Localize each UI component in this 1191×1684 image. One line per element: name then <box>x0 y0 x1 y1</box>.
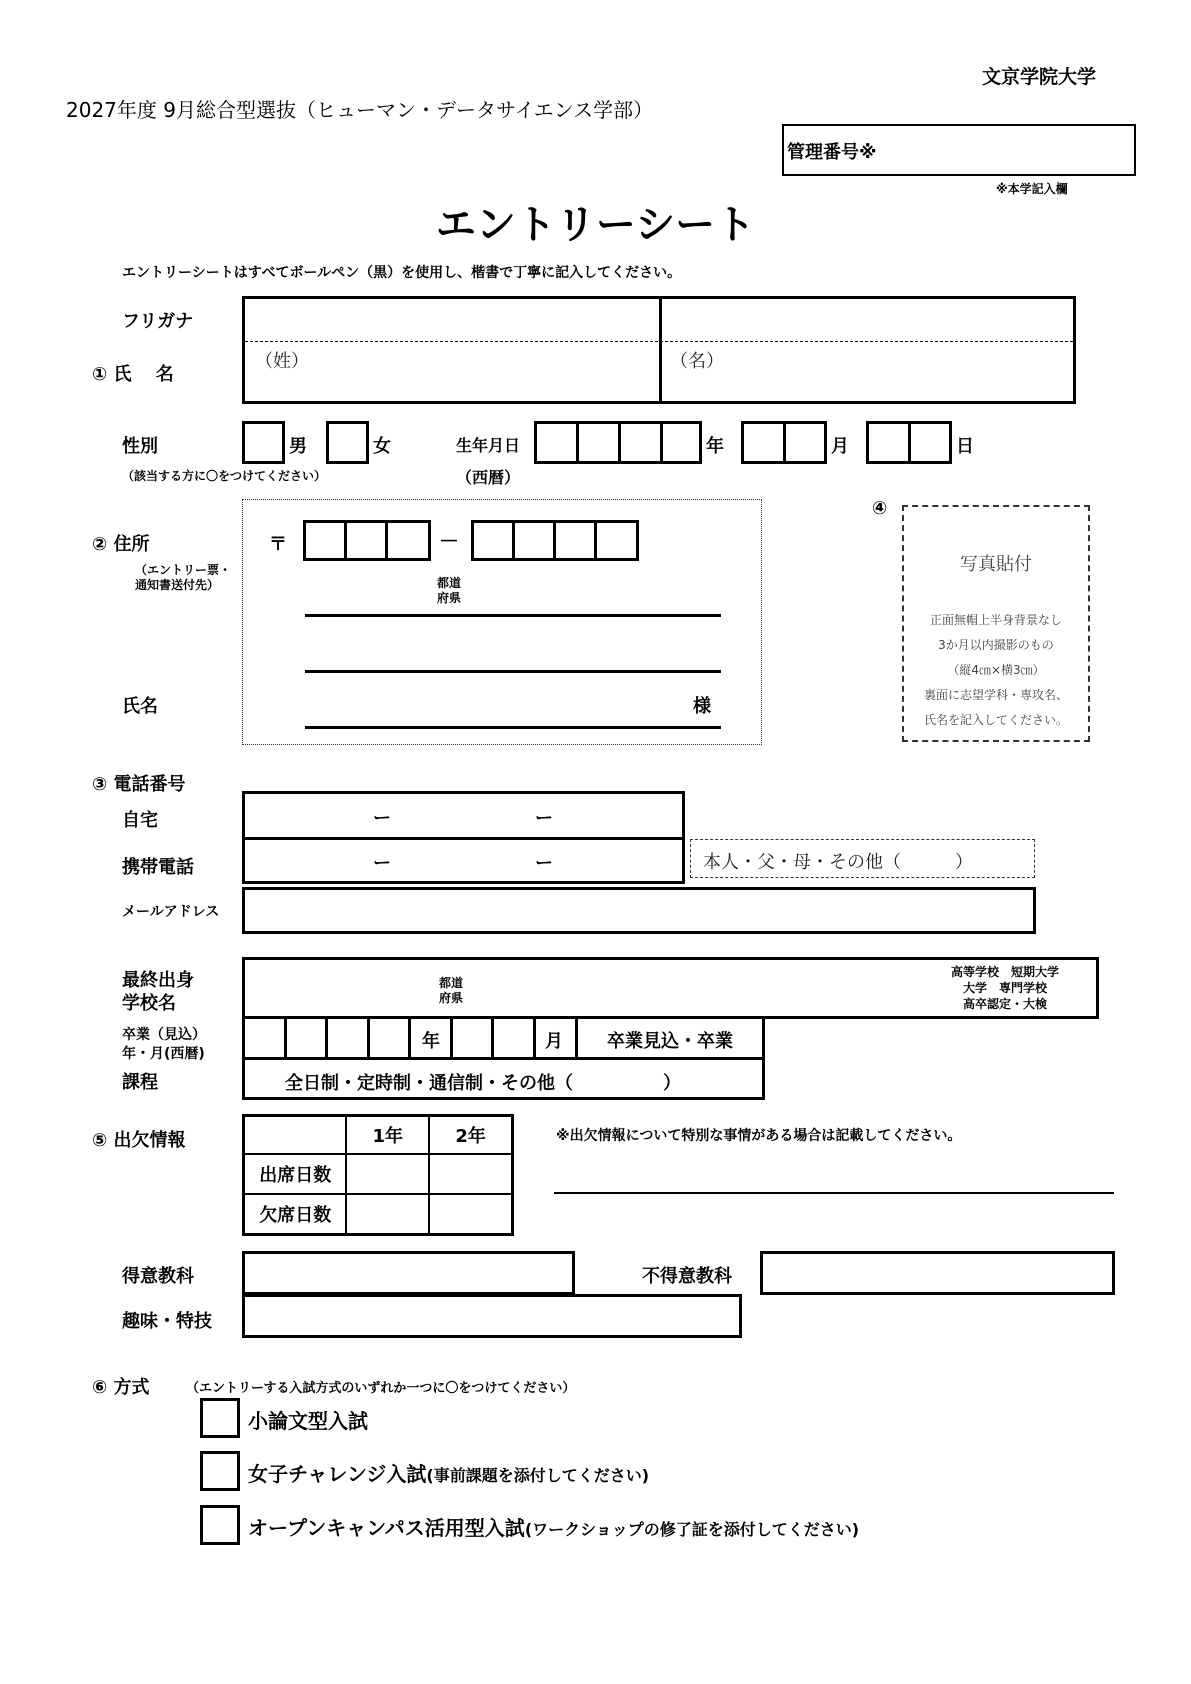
attendance-header-blank <box>244 1116 347 1155</box>
furigana-label: フリガナ <box>122 311 194 332</box>
attendance-note: ※出欠情報について特別な事情がある場合は記載してください。 <box>556 1128 962 1144</box>
method-option-2-main: 女子チャレンジ入試 <box>248 1462 427 1486</box>
furigana-family-field[interactable] <box>245 299 659 341</box>
attended-days-year2[interactable] <box>429 1154 512 1194</box>
name-label: ① 氏 名 <box>92 364 174 385</box>
address-label: ② 住所 <box>92 534 150 555</box>
attendance-row-absent: 欠席日数 <box>244 1194 347 1234</box>
attendance-row-attended: 出席日数 <box>244 1154 347 1194</box>
recipient-name-line[interactable] <box>305 726 721 729</box>
gender-note: （該当する方に〇をつけてください） <box>122 469 327 483</box>
address-line-1[interactable] <box>305 614 721 617</box>
weak-subject-label: 不得意教科 <box>642 1266 732 1287</box>
course-label: 課程 <box>122 1072 158 1093</box>
attended-days-year1[interactable] <box>346 1154 429 1194</box>
absent-days-year2[interactable] <box>429 1194 512 1234</box>
address-note-line1: （エントリー票・ <box>135 563 232 577</box>
method-option-1-label: 小論文型入試 <box>248 1409 368 1433</box>
given-name-hint: （名） <box>670 351 724 372</box>
admin-number-box <box>782 124 1136 176</box>
birth-day-label: 日 <box>956 436 974 457</box>
method-option-3-sub: (ワークショップの修了証を添付してください) <box>524 1520 860 1539</box>
graduation-label-line2: 年・月(西暦) <box>122 1046 205 1062</box>
school-name-field[interactable] <box>242 957 1099 1019</box>
birth-month-field[interactable] <box>741 421 827 464</box>
address-prefecture-line2: 府県 <box>437 591 462 605</box>
photo-area[interactable] <box>902 505 1090 742</box>
photo-instruction-5: 氏名を記入してください。 <box>923 713 1068 727</box>
home-phone-label: 自宅 <box>122 810 158 831</box>
photo-instruction-2: 3か月以内撮影のもの <box>938 638 1054 652</box>
phone-owner-options: 本人・父・母・その他（ ） <box>703 852 973 873</box>
postal-code-second[interactable] <box>471 520 639 561</box>
recipient-name-label: 氏名 <box>122 696 158 717</box>
mobile-phone-dash-2: ー <box>535 853 553 874</box>
instruction-text: エントリーシートはすべてボールペン（黒）を使用し、楷書で丁寧に記入してください。 <box>122 265 682 281</box>
school-type-line3: 高卒認定・大検 <box>962 997 1047 1011</box>
school-label-line2: 学校名 <box>122 993 176 1014</box>
method-label: ⑥ 方式 <box>92 1377 150 1398</box>
gender-male-box[interactable] <box>242 421 285 464</box>
given-name-field[interactable] <box>662 343 1073 401</box>
phone-box <box>242 791 685 884</box>
address-prefecture-line1: 都道 <box>437 576 462 590</box>
photo-instruction-3: （縦4㎝×横3㎝） <box>947 663 1045 677</box>
furigana-given-field[interactable] <box>662 299 1073 341</box>
name-box <box>242 296 1076 404</box>
method-option-3-label <box>248 1512 859 1541</box>
attendance-note-line[interactable] <box>554 1192 1114 1194</box>
attendance-label: ⑤ 出欠情報 <box>92 1130 186 1151</box>
home-phone-field[interactable] <box>245 794 682 837</box>
hobby-field[interactable] <box>242 1294 742 1338</box>
page-title: エントリーシート <box>435 202 756 248</box>
postal-mark: 〒 <box>269 534 287 555</box>
good-subject-label: 得意教科 <box>122 1266 194 1287</box>
email-field[interactable] <box>242 887 1036 934</box>
school-label-line1: 最終出身 <box>122 970 194 991</box>
method-option-2-checkbox[interactable] <box>200 1451 240 1491</box>
birth-year-label: 年 <box>706 436 724 457</box>
mobile-phone-field[interactable] <box>245 840 682 881</box>
attendance-col-1: 1年 <box>346 1116 429 1155</box>
family-name-hint: （姓） <box>255 351 309 372</box>
method-option-2-sub: (事前課題を添付してください) <box>426 1466 650 1485</box>
method-note: （エントリーする入試方式のいずれか一つに〇をつけてください） <box>186 1381 576 1396</box>
postal-dash: － <box>439 529 459 553</box>
attendance-table <box>242 1114 514 1236</box>
admin-number-label: 管理番号※ <box>787 142 877 163</box>
gender-label: 性別 <box>122 436 158 457</box>
address-note-line2: 通知書送付先） <box>135 578 220 592</box>
photo-title: 写真貼付 <box>960 554 1032 575</box>
home-phone-dash-2: ー <box>535 808 553 829</box>
phone-owner-box[interactable] <box>690 839 1035 878</box>
family-name-field[interactable] <box>245 343 659 401</box>
graduation-year-label: 年 <box>422 1031 440 1052</box>
exam-title: 2027年度 9月総合型選抜（ヒューマン・データサイエンス学部） <box>66 98 654 122</box>
method-option-3-main: オープンキャンパス活用型入試 <box>248 1516 525 1540</box>
school-type-line1: 高等学校 短期大学 <box>950 965 1059 979</box>
birth-day-field[interactable] <box>866 421 952 464</box>
method-option-3-checkbox[interactable] <box>200 1505 240 1545</box>
birth-label: 生年月日 <box>456 436 521 455</box>
postal-code-first[interactable] <box>303 520 431 561</box>
photo-number: ④ <box>872 498 888 519</box>
school-prefecture-line2: 府県 <box>439 991 464 1005</box>
gender-female-box[interactable] <box>326 421 369 464</box>
school-type-line2: 大学 専門学校 <box>962 981 1047 995</box>
gender-female-label: 女 <box>373 436 391 457</box>
address-area <box>242 499 762 745</box>
method-option-2-label <box>248 1458 649 1487</box>
home-phone-dash-1: ー <box>373 808 391 829</box>
method-option-1-checkbox[interactable] <box>200 1398 240 1438</box>
school-prefecture-line1: 都道 <box>439 976 464 990</box>
phone-label: ③ 電話番号 <box>92 774 186 795</box>
graduation-status-options[interactable]: 卒業見込・卒業 <box>607 1031 733 1052</box>
graduation-row <box>242 1016 765 1060</box>
course-options: 全日制・定時制・通信制・その他（ ） <box>285 1073 681 1094</box>
email-label: メールアドレス <box>122 904 220 920</box>
honorific-label: 様 <box>693 696 711 717</box>
birth-note: （西暦） <box>456 468 521 487</box>
weak-subject-field[interactable] <box>760 1251 1115 1295</box>
university-name: 文京学院大学 <box>982 66 1097 88</box>
graduation-label-line1: 卒業（見込） <box>122 1027 206 1043</box>
photo-instruction-1: 正面無帽上半身背景なし <box>929 613 1062 627</box>
mobile-phone-label: 携帯電話 <box>122 857 194 878</box>
admin-note: ※本学記入欄 <box>996 182 1068 196</box>
gender-male-label: 男 <box>289 436 307 457</box>
address-line-2[interactable] <box>305 670 721 673</box>
attendance-col-2: 2年 <box>429 1116 512 1155</box>
birth-year-field[interactable] <box>534 421 702 464</box>
absent-days-year1[interactable] <box>346 1194 429 1234</box>
good-subject-field[interactable] <box>242 1251 575 1295</box>
mobile-phone-dash-1: ー <box>373 853 391 874</box>
birth-month-label: 月 <box>831 436 849 457</box>
photo-instruction-4: 裏面に志望学科・専攻名、 <box>923 688 1068 702</box>
graduation-month-label: 月 <box>545 1031 563 1052</box>
hobby-label: 趣味・特技 <box>122 1311 212 1332</box>
course-field[interactable] <box>242 1057 765 1100</box>
